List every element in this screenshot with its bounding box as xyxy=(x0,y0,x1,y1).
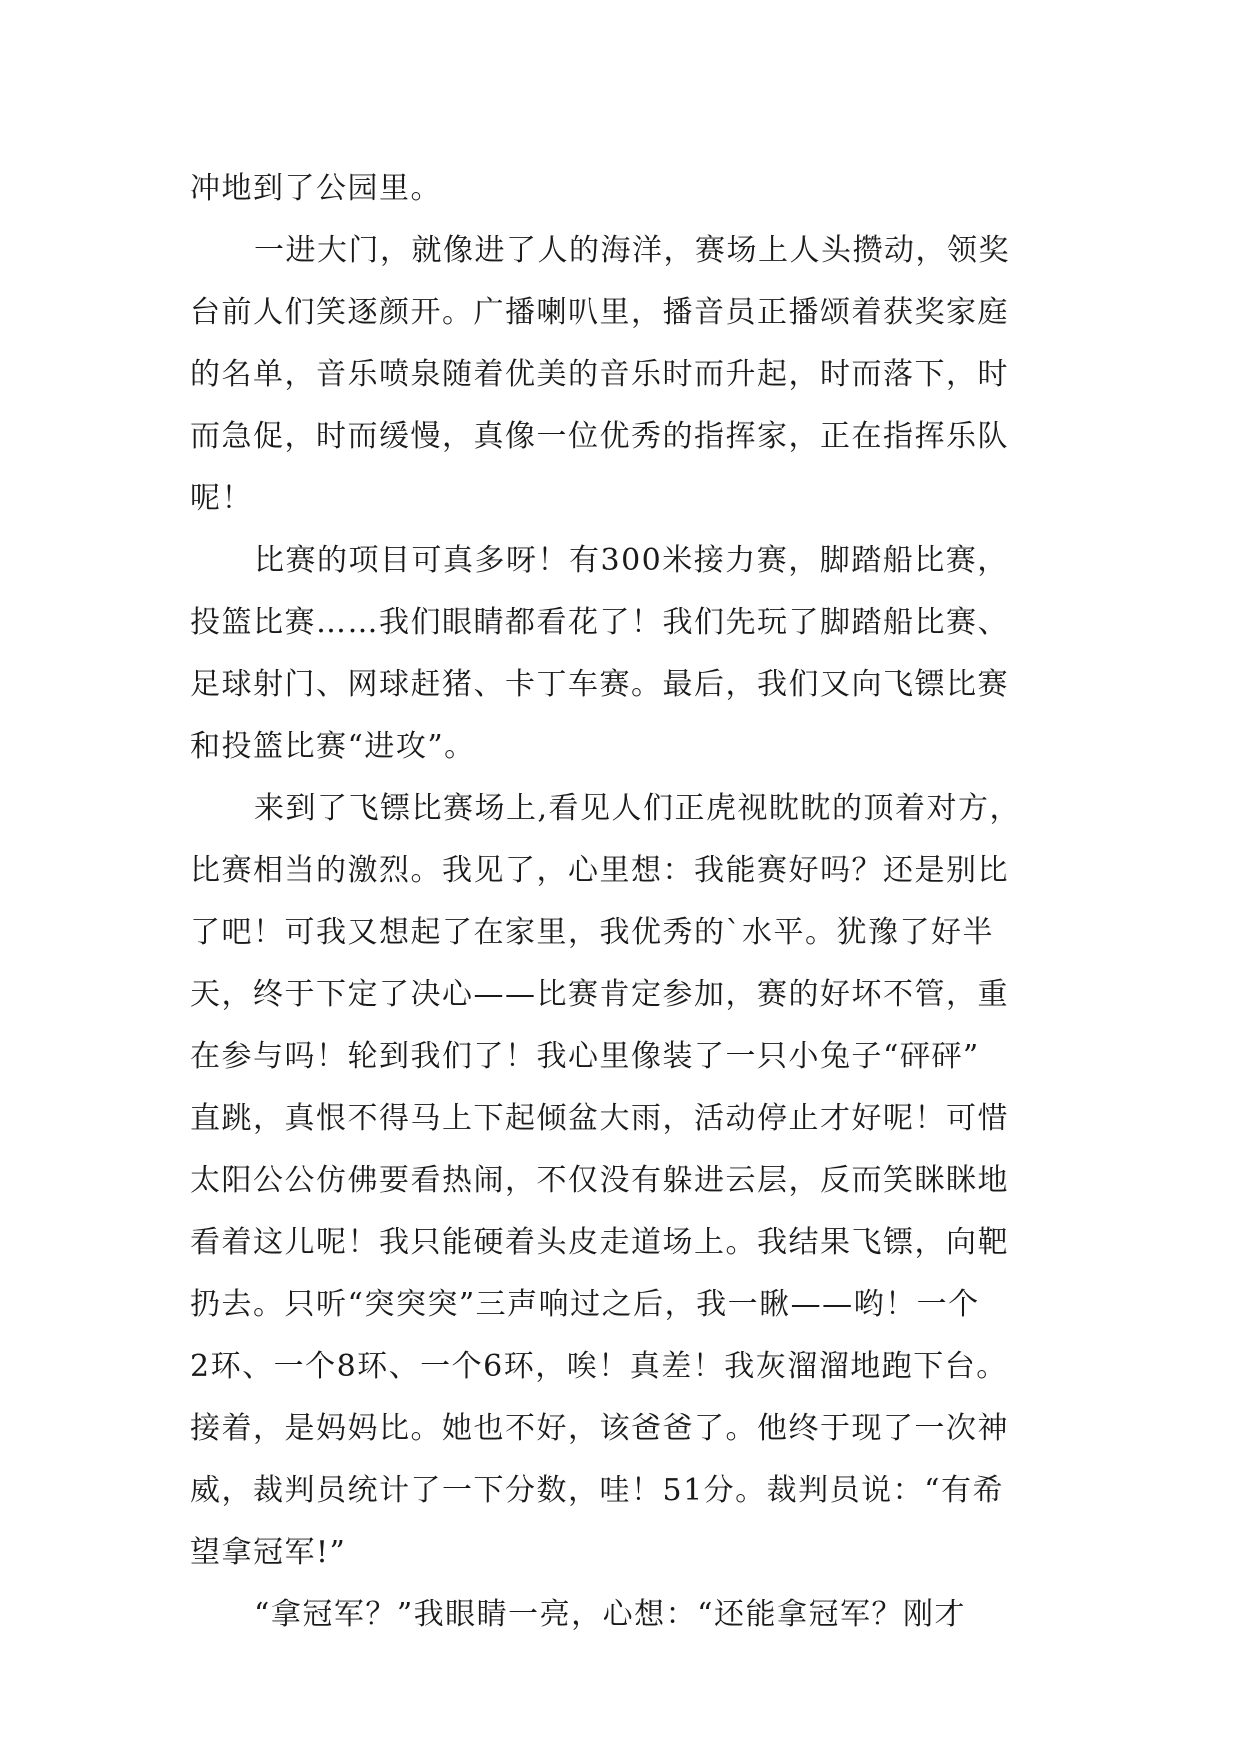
text-line: 投篮比赛……我们眼睛都看花了！我们先玩了脚踏船比赛、 xyxy=(190,605,1009,640)
text-line: 足球射门、网球赶猪、卡丁车赛。最后，我们又向飞镖比赛 xyxy=(190,667,1009,702)
text-line: 比赛相当的激烈。我见了，心里想：我能赛好吗？还是别比 xyxy=(190,853,1009,888)
paragraph-first-line: 一进大门，就像进了人的海洋，赛场上人头攒动，领奖 xyxy=(254,233,1010,268)
text-line: 的名单，音乐喷泉随着优美的音乐时而升起，时而落下，时 xyxy=(190,357,1009,392)
text-line: 冲地到了公园里。 xyxy=(190,171,442,206)
text-line: 而急促，时而缓慢，真像一位优秀的指挥家，正在指挥乐队 xyxy=(190,419,1009,454)
text-line: 在参与吗！轮到我们了！我心里像装了一只小兔子“砰砰” xyxy=(190,1039,980,1074)
text-line: 看着这儿呢！我只能硬着头皮走道场上。我结果飞镖，向靶 xyxy=(190,1225,1009,1260)
text-line: 2环、一个8环、一个6环，唉！真差！我灰溜溜地跑下台。 xyxy=(190,1349,1008,1384)
text-line: 望拿冠军!” xyxy=(190,1535,347,1570)
paragraph-first-line: 比赛的项目可真多呀！有300米接力赛，脚踏船比赛， xyxy=(254,543,1009,578)
paragraph-first-line: 来到了飞镖比赛场上,看见人们正虎视眈眈的顶着对方， xyxy=(254,791,1022,826)
text-line: 呢！ xyxy=(190,481,253,516)
text-line: 台前人们笑逐颜开。广播喇叭里，播音员正播颂着获奖家庭 xyxy=(190,295,1009,330)
text-line: 天，终于下定了决心——比赛肯定参加，赛的好坏不管，重 xyxy=(190,977,1009,1012)
paragraph-first-line: “拿冠军？”我眼睛一亮，心想：“还能拿冠军？刚才 xyxy=(254,1597,967,1632)
text-line: 扔去。只听“突突突”三声响过之后，我一瞅——哟！一个 xyxy=(190,1287,980,1322)
essay-body xyxy=(190,158,1090,1646)
text-line: 太阳公公仿佛要看热闹，不仅没有躲进云层，反而笑眯眯地 xyxy=(190,1163,1009,1198)
text-line: 直跳，真恨不得马上下起倾盆大雨，活动停止才好呢！可惜 xyxy=(190,1101,1009,1136)
text-line: 和投篮比赛“进攻”。 xyxy=(190,729,476,764)
text-line: 威，裁判员统计了一下分数，哇！51分。裁判员说：“有希 xyxy=(190,1473,1005,1508)
text-line: 了吧！可我又想起了在家里，我优秀的`水平。犹豫了好半 xyxy=(190,915,994,950)
text-line: 接着，是妈妈比。她也不好，该爸爸了。他终于现了一次神 xyxy=(190,1411,1009,1446)
